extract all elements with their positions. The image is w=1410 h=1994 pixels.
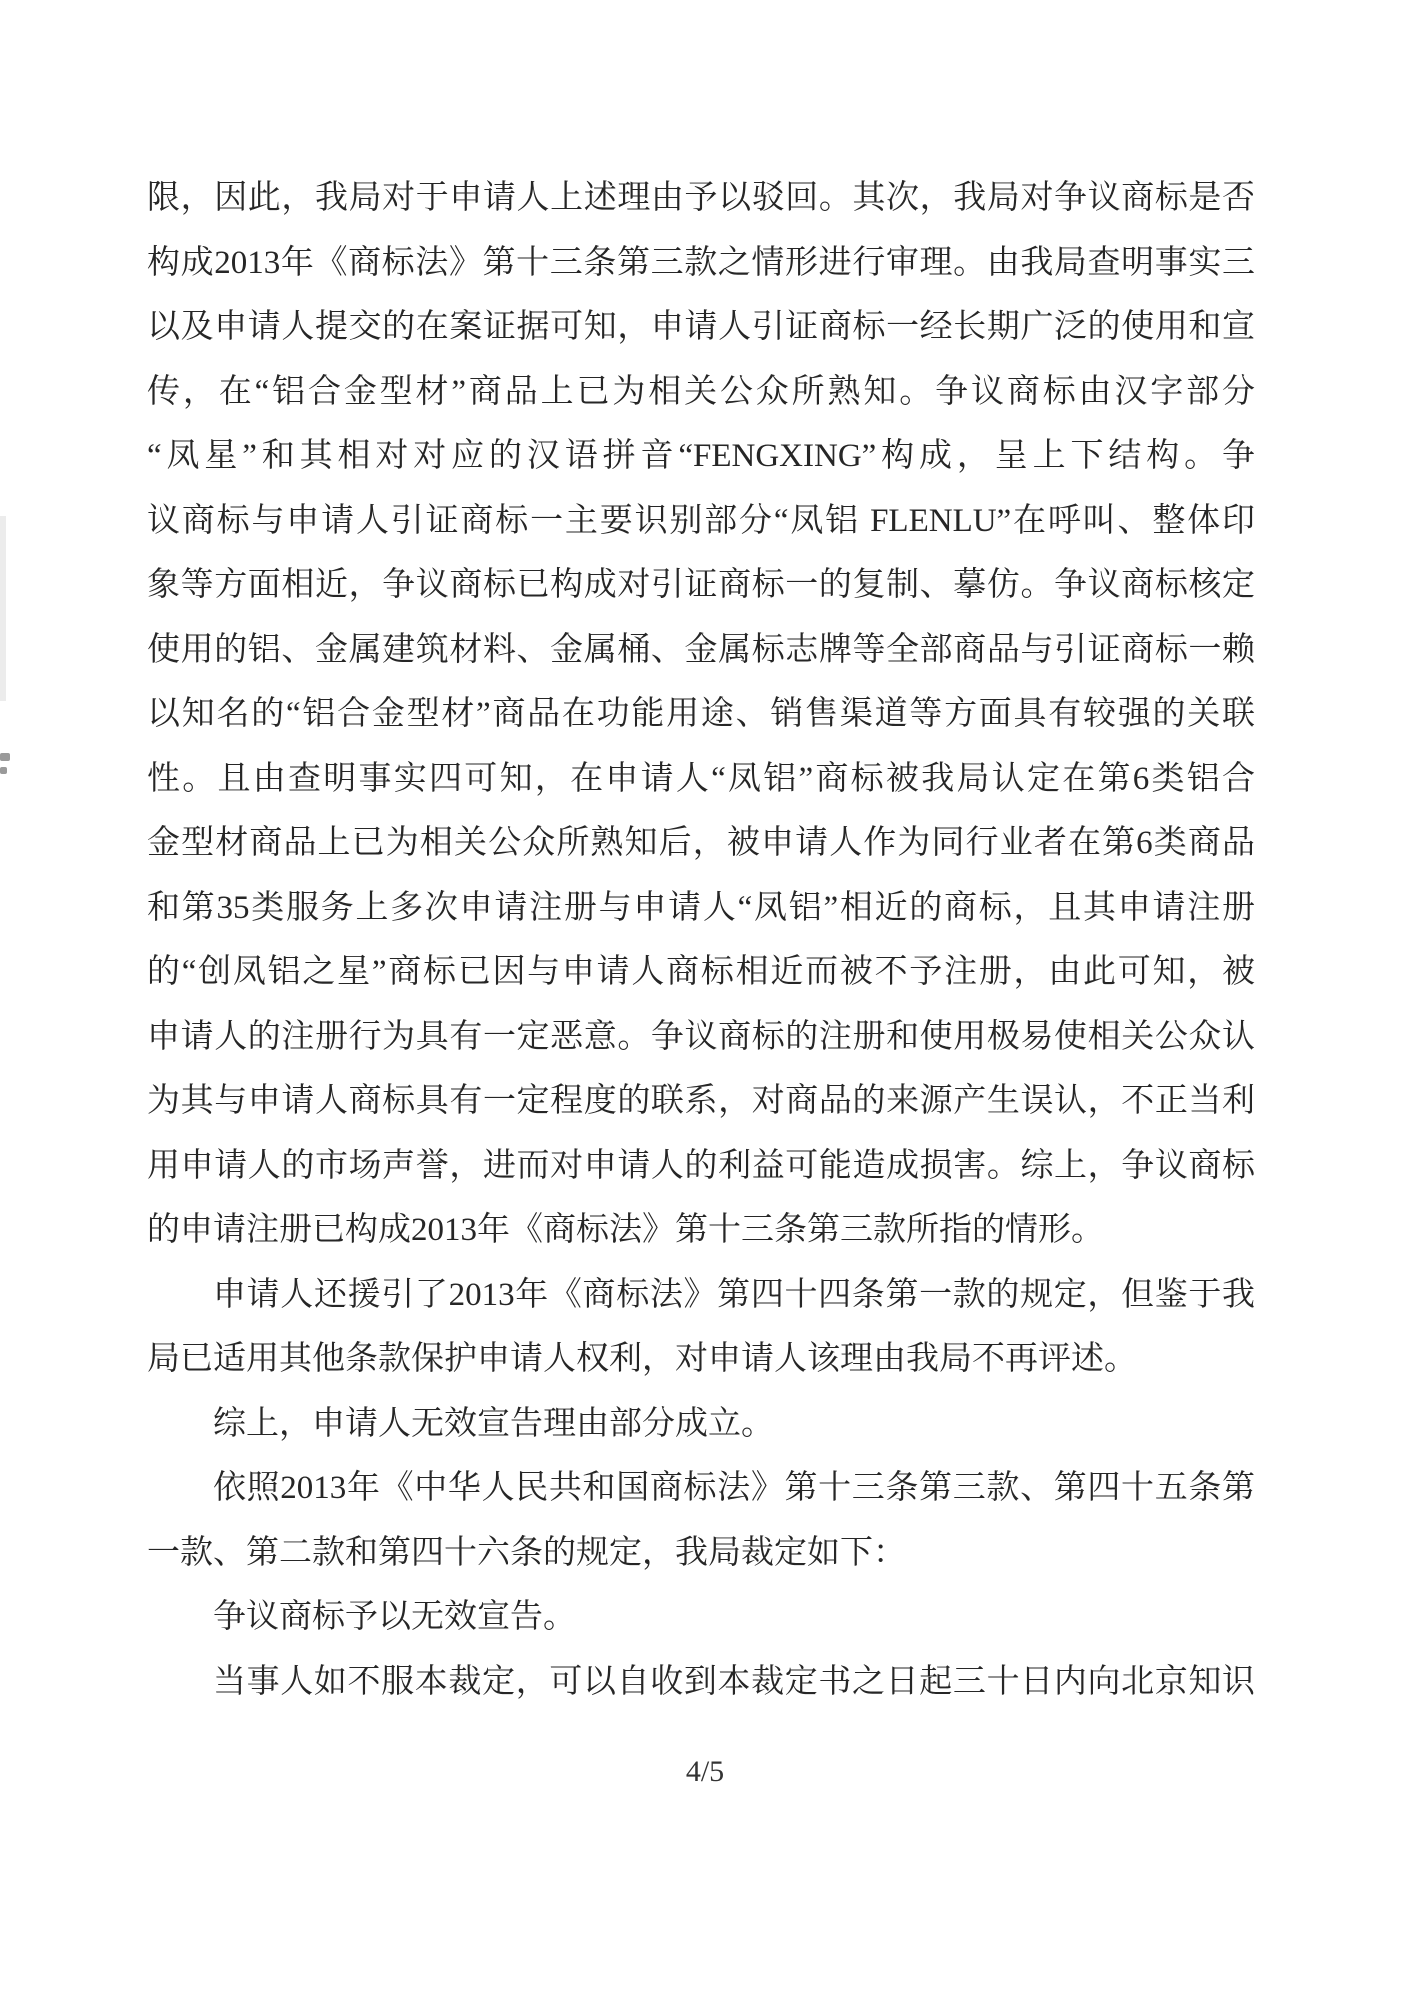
- body-text: [147, 166, 1255, 1714]
- text-line: 和第35类服务上多次申请注册与申请人“凤铝”相近的商标，且其申请注册: [147, 889, 1255, 926]
- text-line: 申请人的注册行为具有一定恶意。争议商标的注册和使用极易使相关公众认: [147, 1018, 1255, 1055]
- text-line: 传，在“铝合金型材”商品上已为相关公众所熟知。争议商标由汉字部分: [147, 373, 1255, 410]
- text-line: 争议商标予以无效宣告。: [213, 1599, 576, 1635]
- text-line: 依照2013年《中华人民共和国商标法》第十三条第三款、第四十五条第: [213, 1470, 1255, 1506]
- text-line: 象等方面相近，争议商标已构成对引证商标一的复制、摹仿。争议商标核定: [147, 567, 1255, 603]
- text-line: 用申请人的市场声誉，进而对申请人的利益可能造成损害。综上，争议商标: [147, 1147, 1255, 1184]
- text-line: 议商标与申请人引证商标一主要识别部分“凤铝 FLENLU”在呼叫、整体印: [147, 502, 1255, 539]
- text-line: 的“创凤铝之星”商标已因与申请人商标相近而被不予注册，由此可知，被: [147, 954, 1255, 990]
- text-line: 申请人还援引了2013年《商标法》第四十四条第一款的规定，但鉴于我: [213, 1276, 1255, 1313]
- scan-artifact-strip: [0, 516, 6, 701]
- text-line: 局已适用其他条款保护申请人权利，对申请人该理由我局不再评述。: [147, 1341, 1137, 1377]
- scan-artifact-speck: [0, 753, 10, 761]
- text-line: 限，因此，我局对于申请人上述理由予以驳回。其次，我局对争议商标是否: [147, 180, 1255, 216]
- text-line: 当事人如不服本裁定，可以自收到本裁定书之日起三十日内向北京知识: [213, 1663, 1255, 1700]
- text-line: 金型材商品上已为相关公众所熟知后，被申请人作为同行业者在第6类商品: [147, 825, 1255, 861]
- text-line: 性。且由查明事实四可知，在申请人“凤铝”商标被我局认定在第6类铝合: [147, 760, 1255, 797]
- text-line: 使用的铝、金属建筑材料、金属桶、金属标志牌等全部商品与引证商标一赖: [147, 631, 1255, 668]
- page-number: 4/5: [685, 1755, 725, 1788]
- text-line: 一款、第二款和第四十六条的规定，我局裁定如下：: [147, 1534, 906, 1571]
- scan-artifact-speck: [0, 767, 7, 774]
- text-line: 以知名的“铝合金型材”商品在功能用途、销售渠道等方面具有较强的关联: [147, 696, 1255, 732]
- text-line: “凤星”和其相对对应的汉语拼音“FENGXING”构成，呈上下结构。争: [147, 438, 1255, 474]
- text-line: 综上，申请人无效宣告理由部分成立。: [213, 1405, 774, 1442]
- text-line: 为其与申请人商标具有一定程度的联系，对商品的来源产生误认，不正当利: [147, 1083, 1255, 1119]
- text-line: 以及申请人提交的在案证据可知，申请人引证商标一经长期广泛的使用和宣: [147, 309, 1255, 345]
- text-line: 的申请注册已构成2013年《商标法》第十三条第三款所指的情形。: [147, 1212, 1104, 1248]
- text-line: 构成2013年《商标法》第十三条第三款之情形进行审理。由我局查明事实三: [147, 244, 1255, 281]
